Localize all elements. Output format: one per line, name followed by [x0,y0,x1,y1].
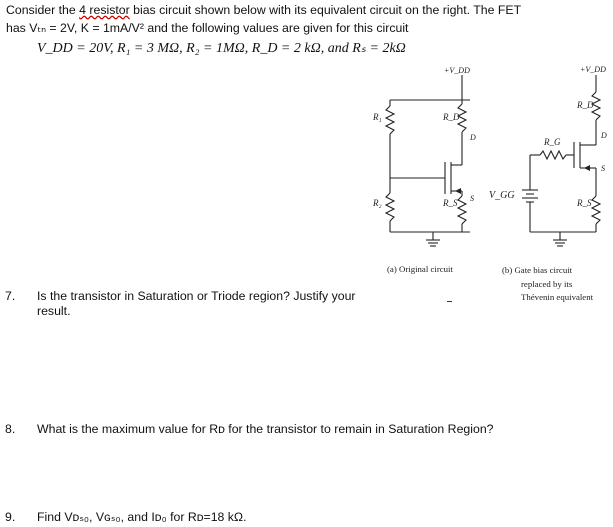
vdd-label-a: +V_DD [444,66,470,75]
r1-label: R₁ [373,112,382,122]
rd-label: R_D [443,112,460,122]
intro-text: Consider the [6,3,80,17]
resistor-rs [458,196,466,224]
resistor-r2 [386,193,394,221]
resistor-rs-b [592,196,600,224]
drain-label-b: D [601,131,607,140]
drain-label-a: D [470,133,476,142]
question-number: 7. [5,289,16,303]
intro-text: bias circuit shown below with its equivalent circuit on the right. The FET [129,3,522,17]
caption-thevenin-line-1: (b) Gate bias circuit [502,265,573,275]
resistor-r1 [386,106,394,134]
intro-line-2: has Vₜₙ = 2V, K = 1mA/V² and the following values are given for this circuit [6,21,409,35]
intro-underlined-term: 4 resistor [79,3,130,17]
source-label-a: S [470,194,474,203]
rs-label-b: R_S [577,198,592,208]
caption-thevenin-line-2: replaced by its [521,279,573,289]
question-text: Is the transistor in Saturation or Triode region? Justify your [37,289,356,303]
answer-dash [447,301,452,302]
rg-label: R_G [544,137,561,147]
rd-label-b: R_D [577,100,594,110]
question-text: result. [37,304,71,318]
rs-label: R_S [443,198,458,208]
vdd-label-b: +V_DD [580,65,606,74]
caption-thevenin-line-3: Thévenin equivalent [521,292,594,302]
caption-original-circuit: (a) Original circuit [387,264,453,274]
source-label-b: S [601,164,605,173]
circuit-parameters: V_DD = 20V, R₁ = 3 MΩ, R₂ = 1MΩ, R_D = 2 kΩ, and Rₛ = 2kΩ [37,41,406,56]
vgg-label: V_GG [489,190,515,201]
question-number: 8. [5,422,16,436]
question-text: Find Vᴅₛ₀, Vɢₛ₀, and Iᴅ₀ for Rᴅ=18 kΩ. [37,510,247,524]
resistor-rg [540,151,566,159]
question-number: 9. [5,510,16,524]
question-text: What is the maximum value for Rᴅ for the transistor to remain in Saturation Region? [37,422,494,436]
r2-label: R₂ [373,198,382,208]
